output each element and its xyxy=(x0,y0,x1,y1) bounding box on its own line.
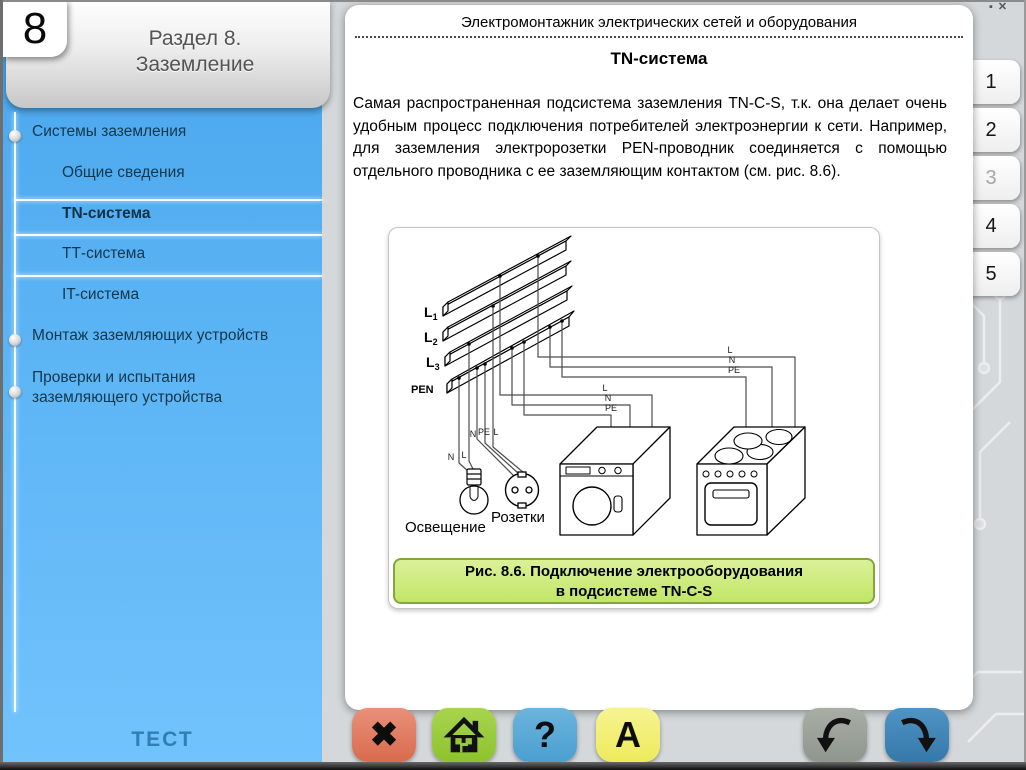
window-border-left xyxy=(0,0,3,770)
washing-machine-icon xyxy=(560,427,670,535)
body-paragraph: Самая распространенная подсистема заземления TN-C-S, т.к. она делает очень удобным процесс подключения потребителей электроэнергии к сети. Например, для заземления электророзетки PEN-проводник соединяется с помощью отдельного проводника с ее заземляющим контактом (см. рис. 8.6). xyxy=(353,95,947,180)
bullet-icon xyxy=(9,386,21,398)
home-button[interactable] xyxy=(432,708,496,762)
font-size-button[interactable] xyxy=(596,708,660,762)
close-button[interactable] xyxy=(352,708,416,762)
window-controls xyxy=(989,1,1007,13)
sidebar-divider xyxy=(14,234,322,236)
svg-text:L: L xyxy=(602,383,608,393)
page-tab-2[interactable]: 2 xyxy=(962,108,1020,152)
figure-card xyxy=(388,227,880,609)
figure-caption xyxy=(393,558,875,604)
sidebar-divider xyxy=(14,199,322,201)
sidebar-item-sistemy-zazemleniya[interactable]: Системы заземления xyxy=(32,123,187,140)
window-border-top xyxy=(0,0,1026,2)
app-title: Электромонтажник электрических сетей и оборудования xyxy=(460,14,858,31)
back-button[interactable] xyxy=(803,708,867,762)
sockets-label: Розетки xyxy=(491,509,545,526)
svg-text:N: N xyxy=(604,393,612,403)
letter-a-icon: A xyxy=(615,714,641,755)
socket-icon xyxy=(506,472,539,508)
svg-text:L1: $L_1$ xyxy=(424,304,438,322)
forward-arrow-icon xyxy=(894,712,940,758)
figure-diagram xyxy=(390,229,876,555)
stove-icon xyxy=(697,427,805,535)
sidebar-item-tn-sistema[interactable]: TN-система xyxy=(62,205,151,222)
page-tab-1[interactable]: 1 xyxy=(962,60,1020,104)
sidebar-item-it-sistema[interactable]: IT-система xyxy=(62,286,140,303)
figure-caption-line1: Рис. 8.6. Подключение электрооборудования xyxy=(464,563,804,580)
bullet-icon xyxy=(9,334,21,346)
sidebar-item-obshchie-svedeniya[interactable]: Общие сведения xyxy=(62,164,185,181)
sidebar-guide-line xyxy=(14,112,16,712)
svg-text:L: L xyxy=(493,427,499,437)
sidebar-item-proverki[interactable]: Проверки и испытания заземляющего устройства xyxy=(32,369,223,406)
section-title-line1: Раздел 8. xyxy=(148,27,242,50)
svg-text:PE: PE xyxy=(604,403,618,413)
test-button[interactable]: ТЕСТ xyxy=(131,728,194,751)
window-close-icon[interactable]: ✕ xyxy=(997,1,1008,13)
window-bottom-bar xyxy=(0,762,1026,770)
svg-text:L3: $L_3$ xyxy=(426,354,440,372)
lamp-icon xyxy=(460,469,488,514)
svg-text:N: N xyxy=(447,452,455,462)
svg-text:L2: $L_2$ xyxy=(424,329,438,347)
svg-text:L: L xyxy=(461,450,467,460)
close-x-icon: ✖ xyxy=(369,716,399,754)
page-tab-5[interactable]: 5 xyxy=(962,252,1020,296)
figure-caption-line2: в подсистеме TN-C-S xyxy=(555,583,713,600)
svg-text:N: N xyxy=(469,429,477,439)
page-tab-3[interactable]: 3 xyxy=(962,156,1020,200)
svg-text:PE: PE xyxy=(477,427,491,437)
section-title xyxy=(66,26,324,78)
sidebar xyxy=(3,0,322,762)
help-button[interactable] xyxy=(513,708,577,762)
lighting-label: Освещение xyxy=(405,519,486,536)
sidebar-item-montazh[interactable]: Монтаж заземляющих устройств xyxy=(32,327,269,344)
content-card xyxy=(345,5,973,710)
section-number: 8 xyxy=(22,3,48,53)
section-number-box xyxy=(3,0,67,57)
section-title-line2: Заземление xyxy=(135,53,255,76)
question-mark-icon: ? xyxy=(534,714,556,755)
page-title: TN-система xyxy=(610,49,708,68)
bullet-icon xyxy=(9,130,21,142)
sidebar-divider xyxy=(14,275,322,277)
svg-text:N: N xyxy=(728,355,736,365)
svg-text:PE: PE xyxy=(727,365,741,375)
sidebar-item-tt-sistema[interactable]: ТТ-система xyxy=(62,245,146,262)
forward-button[interactable] xyxy=(885,708,949,762)
page-tab-4[interactable]: 4 xyxy=(962,204,1020,248)
minimize-icon[interactable]: ▪ xyxy=(989,1,993,13)
back-arrow-icon xyxy=(812,712,858,758)
svg-text:PEN: PEN xyxy=(411,384,434,396)
house-icon xyxy=(442,713,486,757)
svg-text:L: L xyxy=(727,345,733,355)
dotted-divider xyxy=(355,36,963,38)
